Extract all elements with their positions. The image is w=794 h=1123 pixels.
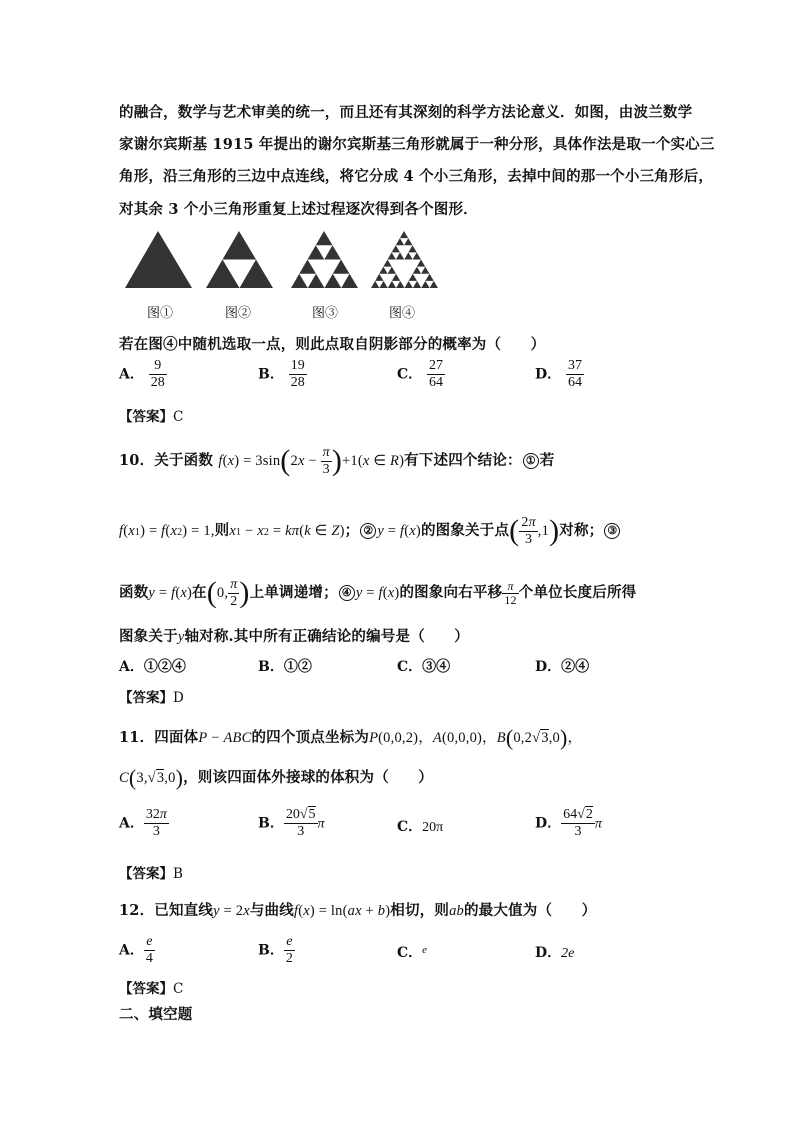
q12-option-d bbox=[535, 942, 574, 962]
sierpinski-triangle bbox=[425, 274, 433, 281]
numerator: 37 bbox=[568, 358, 583, 373]
denominator: 64 bbox=[568, 375, 583, 390]
sierpinski-triangle bbox=[413, 267, 421, 274]
sierpinski-triangle bbox=[404, 238, 412, 245]
q12-line-1: 12．已知直线y = 2x与曲线f(x) = ln(ax + b)相切，则ab的最大值为（ ） bbox=[119, 902, 597, 919]
answer-value: B bbox=[173, 866, 183, 882]
sierpinski-triangle bbox=[417, 260, 425, 267]
option-letter: A． bbox=[119, 942, 144, 959]
question-number: 11． bbox=[119, 729, 155, 746]
sierpinski-triangle bbox=[341, 274, 358, 288]
text: 的最大值为（ ） bbox=[463, 902, 597, 919]
answer-value: C bbox=[173, 981, 184, 997]
sierpinski-triangle bbox=[375, 274, 383, 281]
sierpinski-triangle bbox=[316, 231, 333, 245]
option-letter: C． bbox=[397, 945, 423, 961]
fraction: $\frac{\pi}{12}$ bbox=[504, 578, 517, 607]
sierpinski-triangle bbox=[325, 274, 342, 288]
figure-label-2: 图② bbox=[225, 306, 252, 321]
sierpinski-triangle bbox=[404, 252, 412, 259]
q11-option-a bbox=[119, 807, 169, 840]
fraction bbox=[149, 358, 167, 391]
option-value: ①②④ bbox=[143, 659, 186, 675]
text: ，则该四面体外接球的体积为（ ） bbox=[183, 769, 434, 786]
answer-value: C bbox=[173, 409, 184, 425]
text: 轴对称.其中所有正确结论的编号是（ ） bbox=[184, 628, 469, 645]
option-letter: B． bbox=[258, 366, 284, 383]
sierpinski-triangle bbox=[125, 231, 192, 288]
intro-line-2: 家谢尔宾斯基 1915 年提出的谢尔宾斯基三角形就属于一种分形，具体作法是取一个实心三 bbox=[119, 136, 715, 153]
sierpinski-triangle bbox=[413, 252, 421, 259]
option-value: ①② bbox=[283, 659, 312, 675]
sierpinski-triangle bbox=[408, 245, 416, 252]
numerator: 27 bbox=[429, 358, 444, 373]
sierpinski-triangle bbox=[383, 260, 391, 267]
sierpinski-triangle bbox=[430, 281, 438, 288]
figure-label-3: 图③ bbox=[312, 306, 339, 321]
denominator: 28 bbox=[150, 375, 165, 390]
q9-stem: 若在图④中随机选取一点，则此点取自阴影部分的概率为（ ） bbox=[119, 336, 546, 353]
fraction: $\frac{\pi}{2}$ bbox=[230, 576, 238, 609]
text: 个单位长度后所得 bbox=[518, 584, 637, 601]
sierpinski-triangle bbox=[223, 231, 257, 260]
fraction: $\frac{\pi}{3}$ bbox=[322, 444, 330, 477]
text: 在 bbox=[192, 584, 207, 601]
section-title: 二、填空题 bbox=[119, 1006, 193, 1023]
sierpinski-figure-2 bbox=[206, 231, 273, 288]
option-value: ③④ bbox=[422, 659, 451, 675]
text: 函数 bbox=[119, 584, 149, 601]
text: ； bbox=[344, 522, 360, 539]
q9-answer bbox=[119, 405, 183, 425]
sierpinski-triangle bbox=[413, 281, 421, 288]
q9-option-b bbox=[258, 358, 307, 391]
q10-option-d bbox=[535, 656, 589, 676]
answer-label: 【答案】 bbox=[119, 409, 173, 425]
circled-number: ② bbox=[360, 523, 376, 539]
q9-option-a bbox=[119, 358, 167, 391]
option-value: ②④ bbox=[561, 659, 590, 675]
sierpinski-triangle bbox=[308, 245, 325, 259]
option-value: 20π bbox=[422, 820, 444, 835]
math-function: f bbox=[218, 453, 223, 469]
q10-option-b bbox=[258, 656, 312, 676]
sierpinski-triangle bbox=[396, 281, 404, 288]
sierpinski-triangle bbox=[299, 260, 316, 274]
option-letter: B． bbox=[258, 942, 284, 959]
fraction: $\frac{2\pi}{3}$ bbox=[521, 514, 536, 547]
answer-value: D bbox=[173, 690, 184, 706]
sierpinski-triangle bbox=[240, 260, 274, 289]
q10-line-1: 10．关于函数 f(x) = 3sin(2x − $\frac{\pi}{3}$ )+1(x ∈ R)有下述四个结论： ① 若 bbox=[119, 444, 555, 477]
option-letter: C． bbox=[397, 366, 423, 383]
sierpinski-triangle bbox=[400, 231, 408, 238]
fraction bbox=[427, 358, 445, 391]
sierpinski-triangle bbox=[206, 260, 240, 289]
sierpinski-triangle bbox=[308, 274, 325, 288]
circled-number: ① bbox=[523, 453, 539, 469]
intro-line-1: 的融合，数学与艺术审美的统一，而且还有其深刻的科学方法论意义．如图，由波兰数学 bbox=[119, 104, 693, 121]
text: 对称； bbox=[559, 522, 604, 539]
q9-option-d bbox=[535, 358, 584, 391]
fraction: $\frac{64√2}{3}$ bbox=[563, 807, 593, 839]
sierpinski-triangle bbox=[392, 245, 400, 252]
text: 相切，则 bbox=[390, 902, 450, 919]
sierpinski-figure-1 bbox=[125, 231, 192, 288]
q9-option-c bbox=[397, 358, 445, 391]
sierpinski-triangle bbox=[396, 252, 404, 259]
sierpinski-triangle bbox=[396, 238, 404, 245]
sierpinski-triangle bbox=[371, 281, 379, 288]
sierpinski-triangle bbox=[379, 267, 387, 274]
q10-option-a bbox=[119, 656, 186, 676]
text: 的图象向右平移 bbox=[399, 584, 503, 601]
figure-label-1: 图① bbox=[147, 306, 174, 321]
option-letter: B． bbox=[258, 815, 284, 832]
figure-label-4: 图④ bbox=[389, 306, 416, 321]
sierpinski-triangle bbox=[324, 245, 341, 259]
q12-answer bbox=[119, 977, 183, 997]
sierpinski-triangle bbox=[405, 281, 413, 288]
sierpinski-triangle bbox=[388, 281, 396, 288]
question-number: 10． bbox=[119, 452, 155, 469]
sierpinski-triangle bbox=[291, 274, 308, 288]
text: 则 bbox=[214, 522, 230, 539]
circled-number: ④ bbox=[339, 585, 355, 601]
option-letter: A． bbox=[119, 659, 144, 675]
q10-answer bbox=[119, 686, 184, 706]
sierpinski-triangle bbox=[379, 281, 387, 288]
q11-answer bbox=[119, 862, 183, 882]
q11-option-c bbox=[397, 816, 443, 836]
text: 四面体 bbox=[154, 729, 199, 746]
sierpinski-figure-4 bbox=[371, 231, 438, 288]
text: 上单调递增； bbox=[249, 584, 338, 601]
q12-option-a bbox=[119, 934, 155, 967]
text: 图象关于 bbox=[119, 628, 178, 645]
text: 与曲线 bbox=[249, 902, 294, 919]
q10-line-2: f(x1) = f(x2) = 1,则x1 − x2 = kπ(k ∈ Z)； ② y = f(x)的图象关于点( $\frac{2\pi}{3}$ ,1)对称； ③ bbox=[119, 514, 621, 548]
numerator: 19 bbox=[290, 358, 305, 373]
text: 有下述四个结论： bbox=[404, 452, 522, 469]
sierpinski-triangle bbox=[388, 267, 396, 274]
sierpinski-triangle bbox=[409, 274, 417, 281]
question-number: 12． bbox=[119, 902, 155, 919]
q10-line-3: 函数y = f(x)在(0, $\frac{\pi}{2}$ )上单调递增； ④ y = f(x)的图象向右平移 $\frac{\pi}{12}$ 个单位长度后所得 bbox=[119, 576, 637, 609]
text: 的图象关于点 bbox=[420, 522, 510, 539]
option-letter: D． bbox=[535, 815, 562, 832]
numerator: 9 bbox=[149, 358, 167, 375]
fraction: $\frac{20√5}{3}$ bbox=[285, 807, 316, 839]
q11-line-2: C(3,√3,0)，则该四面体外接球的体积为（ ） bbox=[119, 765, 434, 790]
option-value: e bbox=[422, 944, 428, 956]
sierpinski-figure-3 bbox=[291, 231, 358, 288]
q11-option-d: D． $\frac{64√2}{3}$ π bbox=[535, 807, 602, 839]
option-letter: D． bbox=[535, 659, 562, 675]
q12-option-b bbox=[258, 934, 295, 967]
option-letter: D． bbox=[535, 945, 562, 961]
option-letter: A． bbox=[119, 366, 144, 383]
q10-option-c bbox=[397, 656, 450, 676]
intro-line-4: 对其余 3 个小三角形重复上述过程逐次得到各个图形． bbox=[119, 201, 478, 218]
circled-number: ③ bbox=[604, 523, 620, 539]
answer-label: 【答案】 bbox=[119, 981, 173, 997]
answer-label: 【答案】 bbox=[119, 866, 173, 882]
fraction: $\frac{32\pi}{3}$ bbox=[145, 807, 167, 839]
sierpinski-triangle bbox=[388, 252, 396, 259]
sierpinski-triangle bbox=[421, 267, 429, 274]
fraction: $\frac{e}{2}$ bbox=[285, 934, 293, 966]
option-letter: D． bbox=[535, 366, 562, 383]
q12-option-c bbox=[397, 942, 427, 962]
fraction bbox=[566, 358, 584, 391]
q11-line-1: 11．四面体P − ABC的四个顶点坐标为P(0,0,2)，A(0,0,0)，B(0,2√3,0)， bbox=[119, 725, 583, 750]
fraction: $\frac{e}{4}$ bbox=[145, 934, 153, 966]
sierpinski-triangle bbox=[421, 281, 429, 288]
denominator: 64 bbox=[429, 375, 444, 390]
option-letter: C． bbox=[397, 819, 423, 835]
text: 关于函数 bbox=[154, 452, 214, 469]
text: 已知直线 bbox=[154, 902, 214, 919]
option-letter: B． bbox=[258, 659, 284, 675]
option-value: 2e bbox=[561, 946, 575, 961]
text: 若 bbox=[539, 452, 555, 469]
option-letter: C． bbox=[397, 659, 423, 675]
sierpinski-triangle bbox=[333, 260, 350, 274]
fraction bbox=[289, 358, 307, 391]
answer-label: 【答案】 bbox=[119, 690, 173, 706]
option-letter: A． bbox=[119, 815, 144, 832]
intro-line-3: 角形，沿三角形的三边中点连线，将它分成 4 个小三角形，去掉中间的那一个小三角形后， bbox=[119, 168, 714, 185]
denominator: 28 bbox=[290, 375, 305, 390]
text: 的四个顶点坐标为 bbox=[251, 729, 370, 746]
q10-line-4: 图象关于y轴对称.其中所有正确结论的编号是（ ） bbox=[119, 628, 469, 645]
q11-option-b: B． $\frac{20√5}{3}$ π bbox=[258, 807, 325, 839]
sierpinski-triangle bbox=[392, 274, 400, 281]
